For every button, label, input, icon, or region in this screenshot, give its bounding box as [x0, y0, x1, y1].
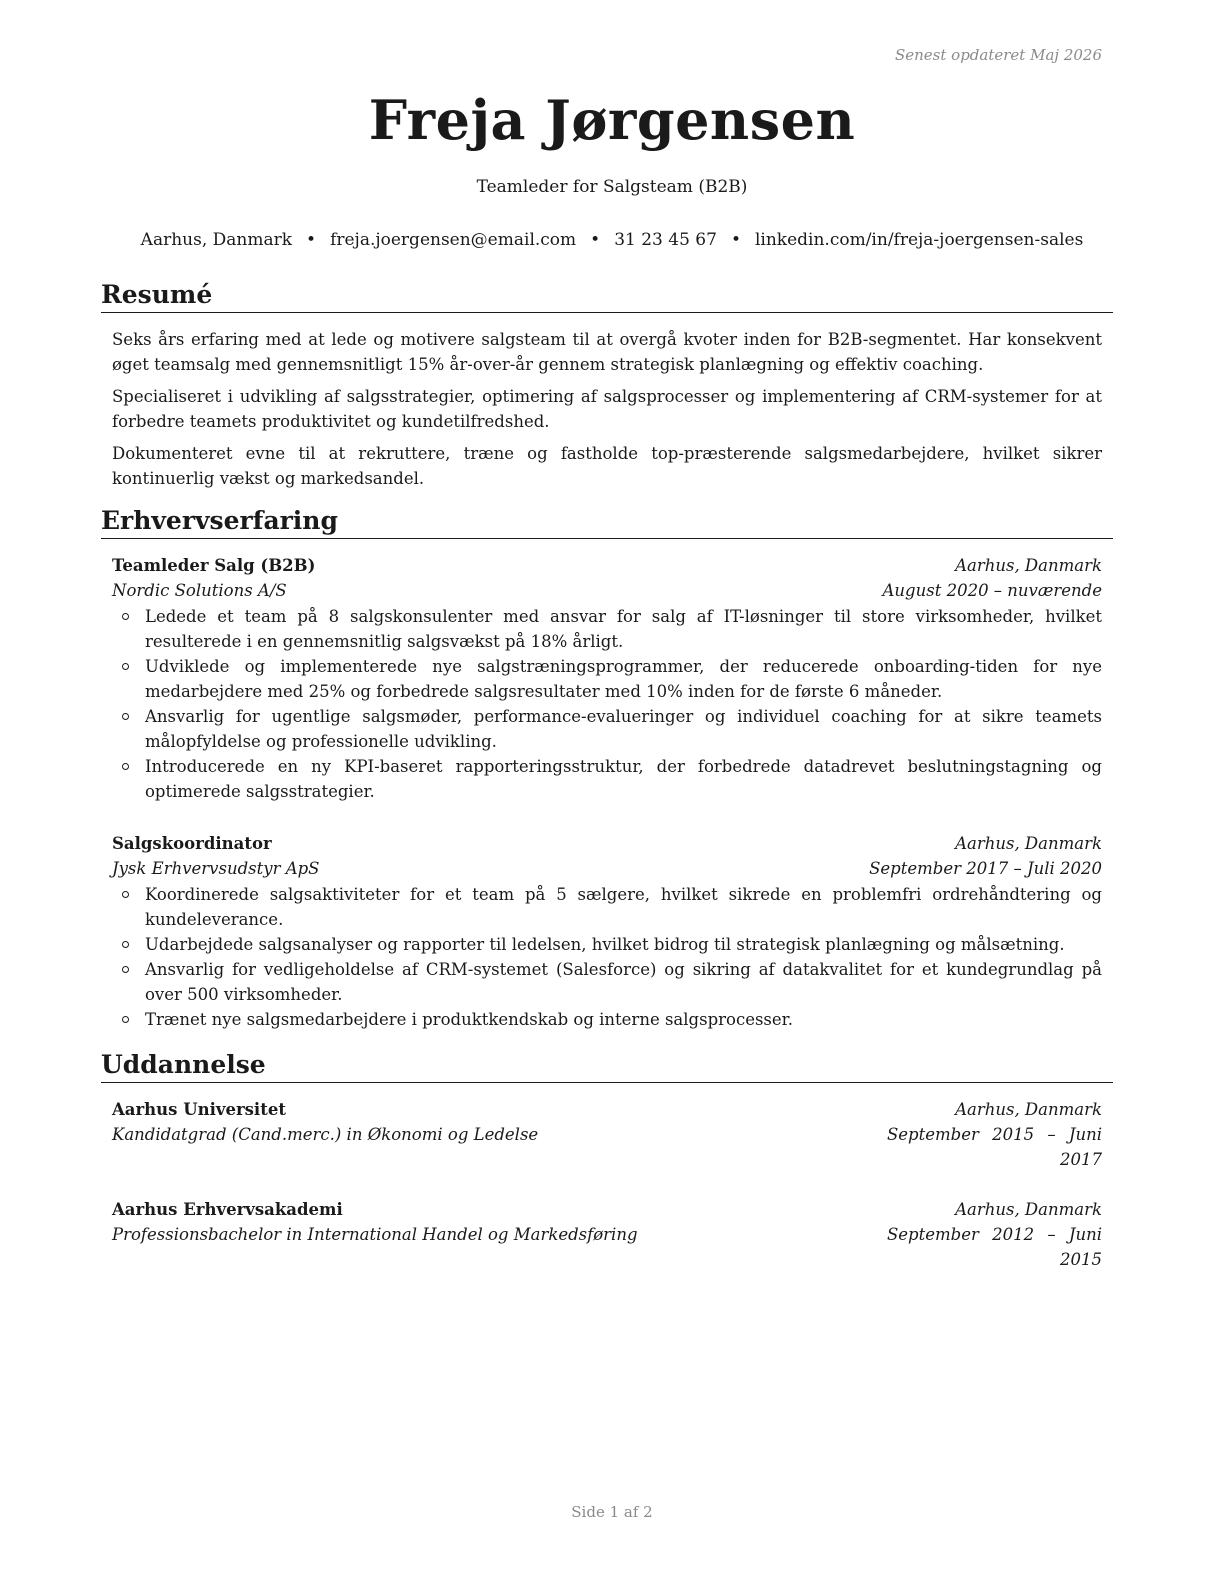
bullet-separator: •: [730, 230, 741, 250]
job-role: Teamleder Salg (B2B): [112, 556, 316, 575]
job-dates: September 2017 – Juli 2020: [869, 859, 1102, 878]
list-item: [112, 1007, 1102, 1032]
school-location: Aarhus, Danmark: [955, 1100, 1102, 1119]
list-item: [112, 932, 1102, 957]
education-dates-line2: 2017: [1060, 1150, 1102, 1169]
bullet-text: Koordinerede salgsaktiviteter for et team på 5 sælgere, hvilket sikrede en problemfri ordrehåndtering og kundeleverance.: [145, 885, 1102, 929]
circle-bullet-icon: [122, 613, 129, 620]
summary-paragraph: Dokumenteret evne til at rekruttere, træne og fastholde top-præsterende salgsmedarbejdere, hvilket sikrer kontinuerlig vækst og markedsandel.: [112, 444, 1102, 488]
contact-linkedin[interactable]: linkedin.com/in/freja-joergensen-sales: [754, 230, 1084, 250]
education-dates-line1: September 2012 – Juni: [886, 1225, 1102, 1244]
job-company: Jysk Erhvervsudstyr ApS: [112, 859, 320, 878]
job-subheader: [112, 578, 1102, 603]
last-updated: Senest opdateret Maj 2026: [894, 46, 1102, 64]
job-bullets: [112, 604, 1102, 804]
candidate-name: Freja Jørgensen: [368, 88, 856, 152]
list-item: [112, 604, 1102, 654]
job-subheader: [112, 856, 1102, 881]
circle-bullet-icon: [122, 663, 129, 670]
summary-paragraph: Seks års erfaring med at lede og motivere salgsteam til at overgå kvoter inden for B2B-segmentet. Har konsekvent øget teamsalg med gennemsnitligt 15% år-over-år gennem strategisk planlægning og effektiv coaching.: [112, 330, 1102, 374]
school-name: Aarhus Universitet: [112, 1100, 286, 1119]
school-name: Aarhus Erhvervsakademi: [112, 1200, 343, 1219]
education-subheader: [112, 1122, 1102, 1172]
job-location: Aarhus, Danmark: [955, 556, 1102, 575]
degree-name: Professionsbachelor in International Handel og Markedsføring: [112, 1225, 638, 1244]
section-title-experience: Erhvervserfaring: [101, 506, 1113, 539]
list-item: [112, 754, 1102, 804]
education-dates: [862, 1222, 1102, 1272]
list-item: [112, 957, 1102, 1007]
contact-location: Aarhus, Danmark: [140, 230, 293, 250]
bullet-text: Ansvarlig for vedligeholdelse af CRM-systemet (Salesforce) og sikring af datakvalitet for et kundegrundlag på over 500 virksomheder.: [145, 960, 1102, 1004]
list-item: [112, 654, 1102, 704]
job-header: [112, 553, 1102, 578]
job-location: Aarhus, Danmark: [955, 834, 1102, 853]
education-subheader: [112, 1222, 1102, 1272]
summary-paragraph: Specialiseret i udvikling af salgsstrategier, optimering af salgsprocesser og implementering af CRM-systemer for at forbedre teamets produktivitet og kundetilfredshed.: [112, 387, 1102, 431]
job-role: Salgskoordinator: [112, 834, 272, 853]
circle-bullet-icon: [122, 966, 129, 973]
job-dates: August 2020 – nuværende: [882, 581, 1102, 600]
page-number: Side 1 af 2: [571, 1503, 653, 1521]
education-header: [112, 1197, 1102, 1222]
education-header: [112, 1097, 1102, 1122]
circle-bullet-icon: [122, 891, 129, 898]
bullet-text: Introducerede en ny KPI-baseret rapporteringsstruktur, der forbedrede datadrevet beslutningstagning og optimerede salgsstrategier.: [145, 757, 1102, 801]
bullet-text: Ledede et team på 8 salgskonsulenter med ansvar for salg af IT-løsninger til store virksomheder, hvilket resulterede i en gennemsnitlig salgsvækst på 18% årligt.: [145, 607, 1102, 651]
circle-bullet-icon: [122, 941, 129, 948]
section-title-summary: Resumé: [101, 280, 1113, 313]
job-company: Nordic Solutions A/S: [112, 581, 287, 600]
education-dates-line1: September 2015 – Juni: [886, 1125, 1102, 1144]
contact-line: [0, 230, 1224, 250]
bullet-separator: •: [590, 230, 601, 250]
education-dates: [862, 1122, 1102, 1172]
education-dates-line2: 2015: [1060, 1250, 1102, 1269]
section-title-education: Uddannelse: [101, 1050, 1113, 1083]
circle-bullet-icon: [122, 1016, 129, 1023]
contact-email[interactable]: freja.joergensen@email.com: [330, 230, 577, 250]
bullet-text: Udarbejdede salgsanalyser og rapporter til ledelsen, hvilket bidrog til strategisk planlægning og målsætning.: [145, 935, 1065, 954]
list-item: [112, 704, 1102, 754]
job-bullets: [112, 882, 1102, 1032]
job-header: [112, 831, 1102, 856]
contact-phone[interactable]: 31 23 45 67: [614, 230, 717, 250]
degree-name: Kandidatgrad (Cand.merc.) in Økonomi og Ledelse: [112, 1125, 539, 1144]
school-location: Aarhus, Danmark: [955, 1200, 1102, 1219]
bullet-separator: •: [306, 230, 317, 250]
circle-bullet-icon: [122, 763, 129, 770]
bullet-text: Udviklede og implementerede nye salgstræningsprogrammer, der reducerede onboarding-tiden for nye medarbejdere med 25% og forbedrede salgsresultater med 10% inden for de første 6 måneder.: [145, 657, 1102, 701]
bullet-text: Trænet nye salgsmedarbejdere i produktkendskab og interne salgsprocesser.: [145, 1010, 793, 1029]
job-title: Teamleder for Salgsteam (B2B): [476, 177, 748, 197]
circle-bullet-icon: [122, 713, 129, 720]
bullet-text: Ansvarlig for ugentlige salgsmøder, performance-evalueringer og individuel coaching for at sikre teamets målopfyldelse og professionelle udvikling.: [145, 707, 1102, 751]
list-item: [112, 882, 1102, 932]
